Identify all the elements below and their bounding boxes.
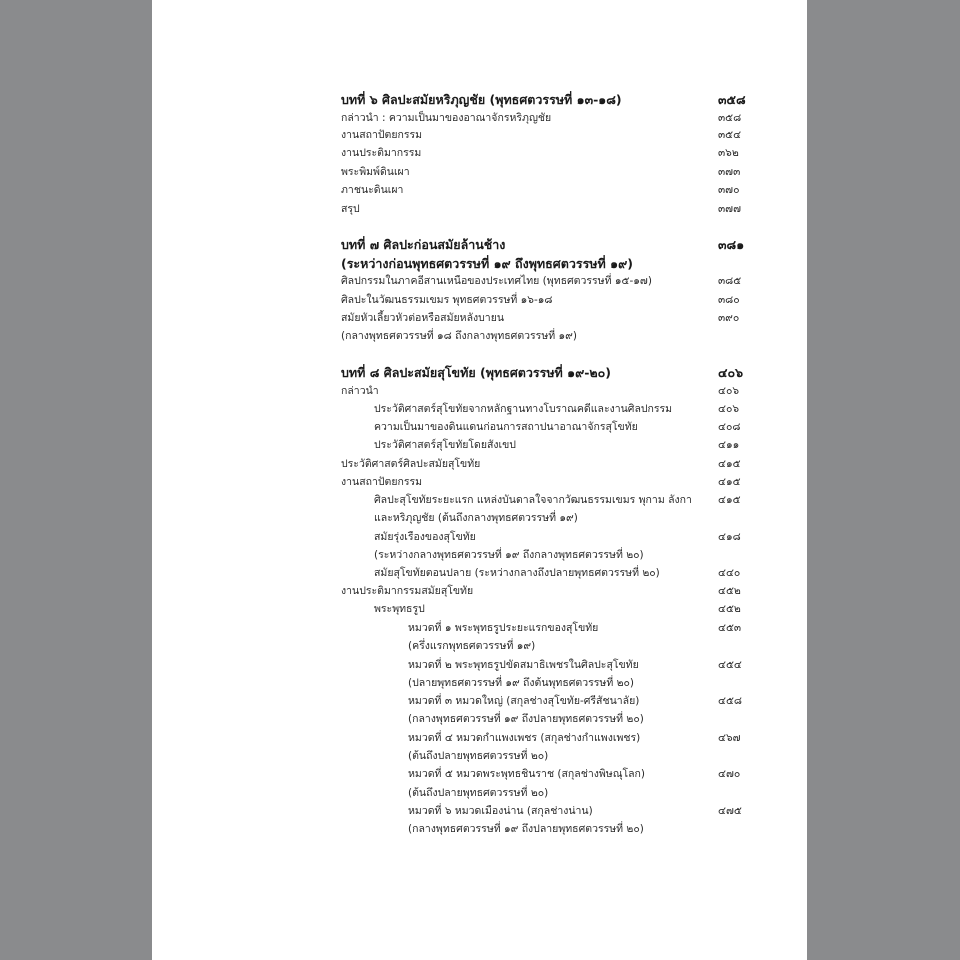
toc-page-number: ๔๑๕ — [718, 476, 741, 488]
toc-page-number: ๔๕๘ — [718, 695, 742, 707]
toc-entry-title: (ปลายพุทธศตวรรษที่ ๑๙ ถึงต้นพุทธศตวรรษที่ ๒๐) — [408, 677, 635, 689]
toc-entry-title: สรุป — [341, 203, 360, 215]
toc-entry-title: งานสถาปัตยกรรม — [341, 129, 423, 141]
toc-entry-title: ประวัติศาสตร์สุโขทัยจากหลักฐานทางโบราณคดีและงานศิลปกรรม — [374, 403, 673, 415]
toc-page-number: ๔๐๖ — [718, 403, 740, 415]
toc-entry-title: หมวดที่ ๑ พระพุทธรูประยะแรกของสุโขทัย — [408, 622, 599, 634]
toc-entry-title: หมวดที่ ๔ หมวดกำแพงเพชร (สกุลช่างกำแพงเพชร) — [408, 732, 641, 744]
toc-page-number: ๔๕๒ — [718, 603, 741, 615]
toc-page-number: ๓๘๕ — [718, 275, 742, 287]
toc-entry-title: และหริภุญชัย (ต้นถึงกลางพุทธศตวรรษที่ ๑๙) — [374, 512, 578, 524]
toc-entry-title: ความเป็นมาของดินแดนก่อนการสถาปนาอาณาจักรสุโขทัย — [374, 421, 638, 433]
toc-page-number: ๔๕๒ — [718, 585, 741, 597]
toc-page-number: ๓๕๘ — [718, 92, 746, 107]
toc-entry-title: ภาชนะดินเผา — [341, 184, 404, 196]
toc-entry-title: (กลางพุทธศตวรรษที่ ๑๘ ถึงกลางพุทธศตวรรษที่ ๑๙) — [341, 330, 577, 342]
toc-page-number: ๓๘๐ — [718, 294, 740, 306]
toc-page-number: ๓๕๔ — [718, 129, 742, 141]
toc-page-number: ๔๕๓ — [718, 622, 742, 634]
toc-entry-title: พระพุทธรูป — [374, 603, 425, 615]
toc-page-number: ๔๖๗ — [718, 732, 741, 744]
toc-entry-title: (ระหว่างก่อนพุทธศตวรรษที่ ๑๙ ถึงพุทธศตวรรษที่ ๑๙) — [341, 256, 633, 271]
toc-page-number: ๓๖๒ — [718, 147, 739, 159]
toc-entry-title: ศิลปกรรมในภาคอีสานเหนือของประเทศไทย (พุทธศตวรรษที่ ๑๕-๑๗) — [341, 275, 652, 287]
toc-entry-title: สมัยหัวเลี้ยวหัวต่อหรือสมัยหลังบายน — [341, 312, 505, 324]
toc-page-number: ๓๗๐ — [718, 184, 740, 196]
toc-entry-title: หมวดที่ ๕ หมวดพระพุทธชินราช (สกุลช่างพิษณุโลก) — [408, 768, 645, 780]
toc-entry-title: หมวดที่ ๓ หมวดใหญ่ (สกุลช่างสุโขทัย-ศรีสัชนาลัย) — [408, 695, 640, 707]
toc-page-number: ๔๕๔ — [718, 659, 742, 671]
toc-entry-title: (ต้นถึงปลายพุทธศตวรรษที่ ๒๐) — [408, 750, 549, 762]
toc-entry-title: หมวดที่ ๖ หมวดเมืองน่าน (สกุลช่างน่าน) — [408, 805, 593, 817]
toc-entry-title: (ต้นถึงปลายพุทธศตวรรษที่ ๒๐) — [408, 787, 549, 799]
toc-entry-title: สมัยรุ่งเรืองของสุโขทัย — [374, 531, 476, 543]
toc-page-number: ๔๗๐ — [718, 768, 741, 780]
toc-page-number: ๓๘๑ — [718, 237, 745, 252]
toc-entry-title: งานประติมากรรมสมัยสุโขทัย — [341, 585, 474, 597]
toc-page-number: ๔๑๕ — [718, 458, 741, 470]
toc-entry-title: ศิลปะในวัฒนธรรมเขมร พุทธศตวรรษที่ ๑๖-๑๘ — [341, 294, 553, 306]
toc-entry-title: ประวัติศาสตร์ศิลปะสมัยสุโขทัย — [341, 458, 481, 470]
toc-entry-title: (กลางพุทธศตวรรษที่ ๑๙ ถึงปลายพุทธศตวรรษที่ ๒๐) — [408, 713, 644, 725]
toc-entry-title: บทที่ ๖ ศิลปะสมัยหริภุญชัย (พุทธศตวรรษที่ ๑๓-๑๘) — [341, 92, 622, 107]
toc-entry-title: (ระหว่างกลางพุทธศตวรรษที่ ๑๙ ถึงกลางพุทธศตวรรษที่ ๒๐) — [374, 549, 644, 561]
toc-entry-title: ประวัติศาสตร์สุโขทัยโดยสังเขป — [374, 439, 516, 451]
toc-page-number: ๔๔๐ — [718, 567, 741, 579]
toc-entry-title: งานประติมากรรม — [341, 147, 422, 159]
toc-page-number: ๔๐๖ — [718, 385, 740, 397]
toc-entry-title: บทที่ ๘ ศิลปะสมัยสุโขทัย (พุทธศตวรรษที่ ๑๙-๒๐) — [341, 365, 612, 380]
toc-entry-title: (กลางพุทธศตวรรษที่ ๑๙ ถึงปลายพุทธศตวรรษที่ ๒๐) — [408, 823, 644, 835]
toc-entry-title: กล่าวนำ — [341, 385, 379, 397]
toc-page-number: ๓๕๘ — [718, 112, 742, 124]
toc-page-number: ๔๑๑ — [718, 439, 740, 451]
toc-entry-title: กล่าวนำ : ความเป็นมาของอาณาจักรหริภุญชัย — [341, 112, 552, 124]
toc-page-number: ๓๗๓ — [718, 166, 741, 178]
toc-entry-title: หมวดที่ ๒ พระพุทธรูปขัดสมาธิเพชรในศิลปะสุโขทัย — [408, 659, 639, 671]
document-page — [152, 0, 807, 960]
toc-entry-title: (ครึ่งแรกพุทธศตวรรษที่ ๑๙) — [408, 640, 536, 652]
toc-entry-title: บทที่ ๗ ศิลปะก่อนสมัยล้านช้าง — [341, 237, 506, 252]
toc-entry-title: พระพิมพ์ดินเผา — [341, 166, 410, 178]
toc-page-number: ๔๐๖ — [718, 365, 744, 380]
toc-entry-title: ศิลปะสุโขทัยระยะแรก แหล่งบันดาลใจจากวัฒนธรรมเขมร พุกาม ลังกา — [374, 494, 692, 506]
toc-page-number: ๓๗๗ — [718, 203, 741, 215]
toc-page-number: ๔๐๘ — [718, 421, 741, 433]
toc-entry-title: สมัยสุโขทัยตอนปลาย (ระหว่างกลางถึงปลายพุทธศตวรรษที่ ๒๐) — [374, 567, 660, 579]
toc-page-number: ๔๑๕ — [718, 494, 741, 506]
toc-page-number: ๔๑๘ — [718, 531, 741, 543]
toc-page-number: ๔๗๕ — [718, 805, 742, 817]
toc-page-number: ๓๙๐ — [718, 312, 740, 324]
toc-entry-title: งานสถาปัตยกรรม — [341, 476, 423, 488]
